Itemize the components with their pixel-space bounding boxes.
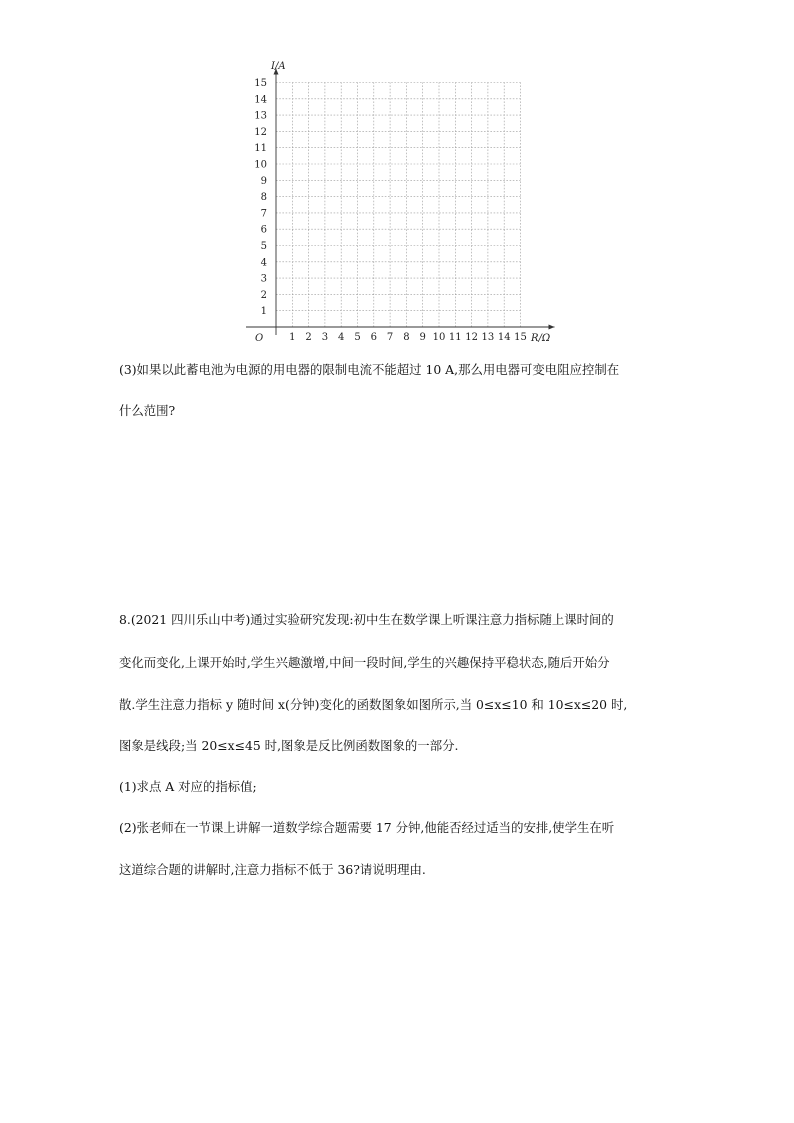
x-tick-label: 5 [354,332,361,343]
y-tick-labels [254,78,267,317]
x-tick-label: 10 [432,332,446,343]
y-axis-label: I/A [271,61,286,72]
q8-line2: 变化而变化,上课开始时,学生兴趣激增,中间一段时间,学生的兴趣保持平稳状态,随后开始分 [119,655,610,670]
q7-part3-line2: 什么范围? [119,403,176,418]
grid-lines [276,83,521,328]
q8-line3: 散.学生注意力指标 y 随时间 x(分钟)变化的函数图象如图所示,当 0≤x≤10 和 10≤x≤20 时, [119,697,628,712]
origin-label: O [255,333,264,344]
y-tick-label: 2 [260,289,267,301]
x-axis-label: R/Ω [531,333,551,344]
x-tick-label: 12 [465,332,478,343]
y-tick-label: 3 [260,273,267,285]
y-tick-label: 12 [254,126,267,138]
y-tick-label: 8 [260,192,267,204]
q8-part2-line2: 这道综合题的讲解时,注意力指标不低于 36?请说明理由. [119,862,426,877]
x-tick-label: 8 [403,332,410,343]
x-tick-label: 9 [419,332,426,343]
y-tick-label: 5 [260,241,267,252]
grid-graph [240,55,560,345]
x-tick-labels [289,332,527,343]
x-tick-label: 14 [497,332,511,343]
y-tick-label: 9 [260,175,267,187]
current-resistance-grid [240,55,560,345]
x-tick-label: 13 [481,332,495,343]
q8-line4: 图象是线段;当 20≤x≤45 时,图象是反比例函数图象的一部分. [119,738,459,753]
y-tick-label: 6 [260,224,267,236]
y-tick-label: 7 [260,208,267,220]
x-tick-label: 3 [321,332,329,343]
y-tick-label: 10 [254,159,267,171]
y-tick-label: 4 [260,257,267,269]
x-tick-label: 1 [289,332,296,343]
x-tick-label: 6 [370,332,377,343]
x-tick-label: 4 [338,332,345,343]
x-tick-label: 2 [305,332,312,343]
q8-part2-line1: (2)张老师在一节课上讲解一道数学综合题需要 17 分钟,他能否经过适当的安排,使学生在听 [119,820,615,835]
y-tick-label: 13 [254,110,267,122]
y-tick-label: 15 [254,78,267,89]
q8-part1: (1)求点 A 对应的指标值; [119,779,257,794]
q7-part3-line1: (3)如果以此蓄电池为电源的用电器的限制电流不能超过 10 A,那么用电器可变电阻应控制在 [119,362,620,377]
q8-line1: 8.(2021 四川乐山中考)通过实验研究发现:初中生在数学课上听课注意力指标随上课时间的 [119,612,614,627]
x-tick-label: 15 [514,332,527,343]
y-tick-label: 1 [260,306,267,318]
y-tick-label: 11 [254,143,267,155]
x-axis-arrow [549,325,555,330]
x-tick-label: 11 [448,332,462,343]
y-tick-label: 14 [254,94,267,106]
x-tick-label: 7 [386,332,394,343]
